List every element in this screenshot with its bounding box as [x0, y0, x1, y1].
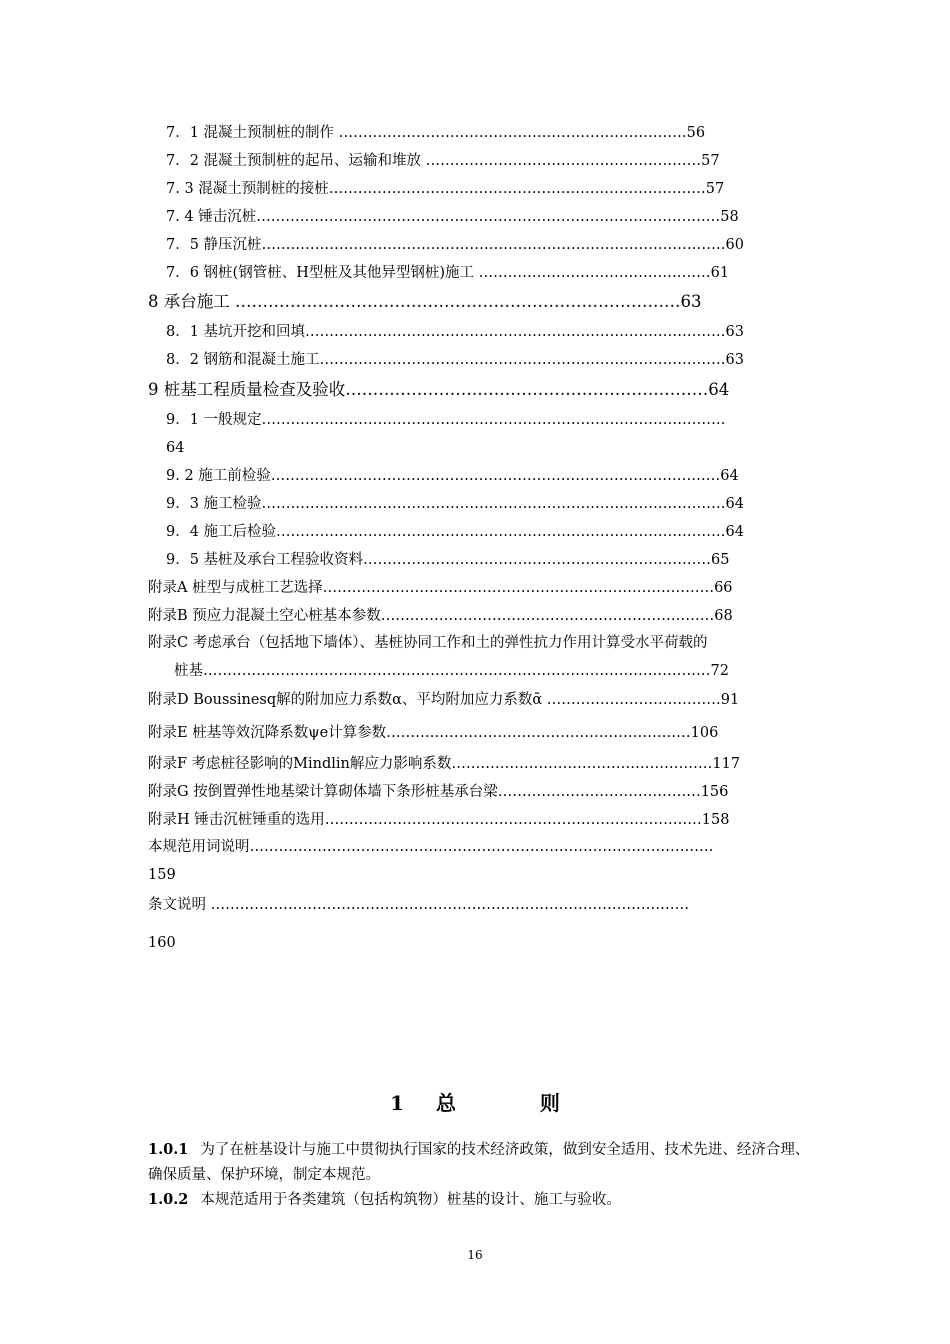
toc-entry[interactable]: 本规范用词说明……………………………………………………………………………………: [148, 839, 714, 855]
toc-appendix[interactable]: 附录D Boussinesq解的附加应力系数α、平均附加应力系数ᾱ ………………………………91: [148, 692, 740, 708]
chapter-heading: [0, 1087, 950, 1116]
toc-page-number: 159: [148, 867, 176, 883]
chapter-title-part: 总: [435, 1091, 456, 1115]
clause-number: 1.0.1: [148, 1141, 189, 1158]
toc-entry[interactable]: 9．3 施工检验……………………………………………………………………………………64: [166, 496, 745, 512]
toc-entry[interactable]: 9．4 施工后检验…………………………………………………………………………………64: [166, 524, 745, 540]
toc-appendix[interactable]: 附录B 预应力混凝土空心桩基本参数……………………………………………………………68: [148, 608, 733, 624]
toc-entry[interactable]: 8．2 钢筋和混凝土施工…………………………………………………………………………63: [166, 352, 745, 368]
toc-entry[interactable]: 7．5 静压沉桩……………………………………………………………………………………60: [166, 237, 745, 253]
toc-chapter[interactable]: 8 承台施工 ………………………………………………………………………63: [148, 292, 702, 311]
clause-paragraph: [148, 1137, 818, 1188]
toc-appendix-continued[interactable]: 桩基……………………………………………………………………………………………72: [174, 663, 729, 679]
toc-entry[interactable]: 9．5 基桩及承台工程验收资料………………………………………………………………65: [166, 552, 730, 568]
toc-appendix[interactable]: 附录G 按倒置弹性地基梁计算砌体墙下条形桩基承台梁……………………………………156: [148, 784, 729, 800]
chapter-title-part: 则: [539, 1091, 560, 1115]
clause-paragraph: [148, 1187, 818, 1213]
toc-appendix[interactable]: 附录A 桩型与成桩工艺选择………………………………………………………………………66: [148, 580, 733, 596]
toc-appendix[interactable]: 附录F 考虑桩径影响的Mindlin解应力影响系数………………………………………………117: [148, 756, 741, 772]
toc-appendix[interactable]: 附录E 桩基等效沉降系数ψe计算参数………………………………………………………106: [148, 725, 719, 741]
toc-page-number: 160: [148, 935, 176, 951]
chapter-number: 1: [390, 1091, 405, 1115]
page-number: 16: [467, 1248, 483, 1262]
toc-entry[interactable]: 7．6 钢桩(钢管桩、H型桩及其他异型钢桩)施工 …………………………………………61: [166, 265, 730, 281]
clause-text: 本规范适用于各类建筑（包括构筑物）桩基的设计、施工与验收。: [200, 1192, 621, 1208]
toc-entry[interactable]: 8．1 基坑开挖和回填……………………………………………………………………………63: [166, 324, 745, 340]
toc-entry[interactable]: 条文说明 ………………………………………………………………………………………: [148, 897, 690, 913]
toc-entry[interactable]: 7. 4 锤击沉桩……………………………………………………………………………………58: [166, 209, 739, 225]
toc-entry[interactable]: 7. 3 混凝土预制桩的接桩……………………………………………………………………57: [166, 181, 725, 197]
toc-entry[interactable]: 9. 2 施工前检验…………………………………………………………………………………64: [166, 468, 739, 484]
toc-entry[interactable]: 7．1 混凝土预制桩的制作 ………………………………………………………………56: [166, 125, 706, 141]
clause-number: 1.0.2: [148, 1191, 189, 1208]
toc-appendix[interactable]: 附录C 考虑承台（包括地下墙体）、基桩协同工作和土的弹性抗力作用计算受水平荷载的: [148, 635, 708, 651]
toc-entry[interactable]: 7．2 混凝土预制桩的起吊、运输和堆放 …………………………………………………57: [166, 153, 720, 169]
toc-appendix[interactable]: 附录H 锤击沉桩锤重的选用……………………………………………………………………158: [148, 812, 730, 828]
clause-text: 为了在桩基设计与施工中贯彻执行国家的技术经济政策，做到安全适用、技术先进、经济合理、确保质量、保护环境，制定本规范。: [148, 1142, 810, 1183]
toc-entry[interactable]: 9．1 一般规定……………………………………………………………………………………: [166, 412, 726, 428]
toc-page-number: 64: [166, 440, 185, 456]
toc-chapter[interactable]: 9 桩基工程质量检查及验收…………………………………………………………64: [148, 380, 730, 399]
